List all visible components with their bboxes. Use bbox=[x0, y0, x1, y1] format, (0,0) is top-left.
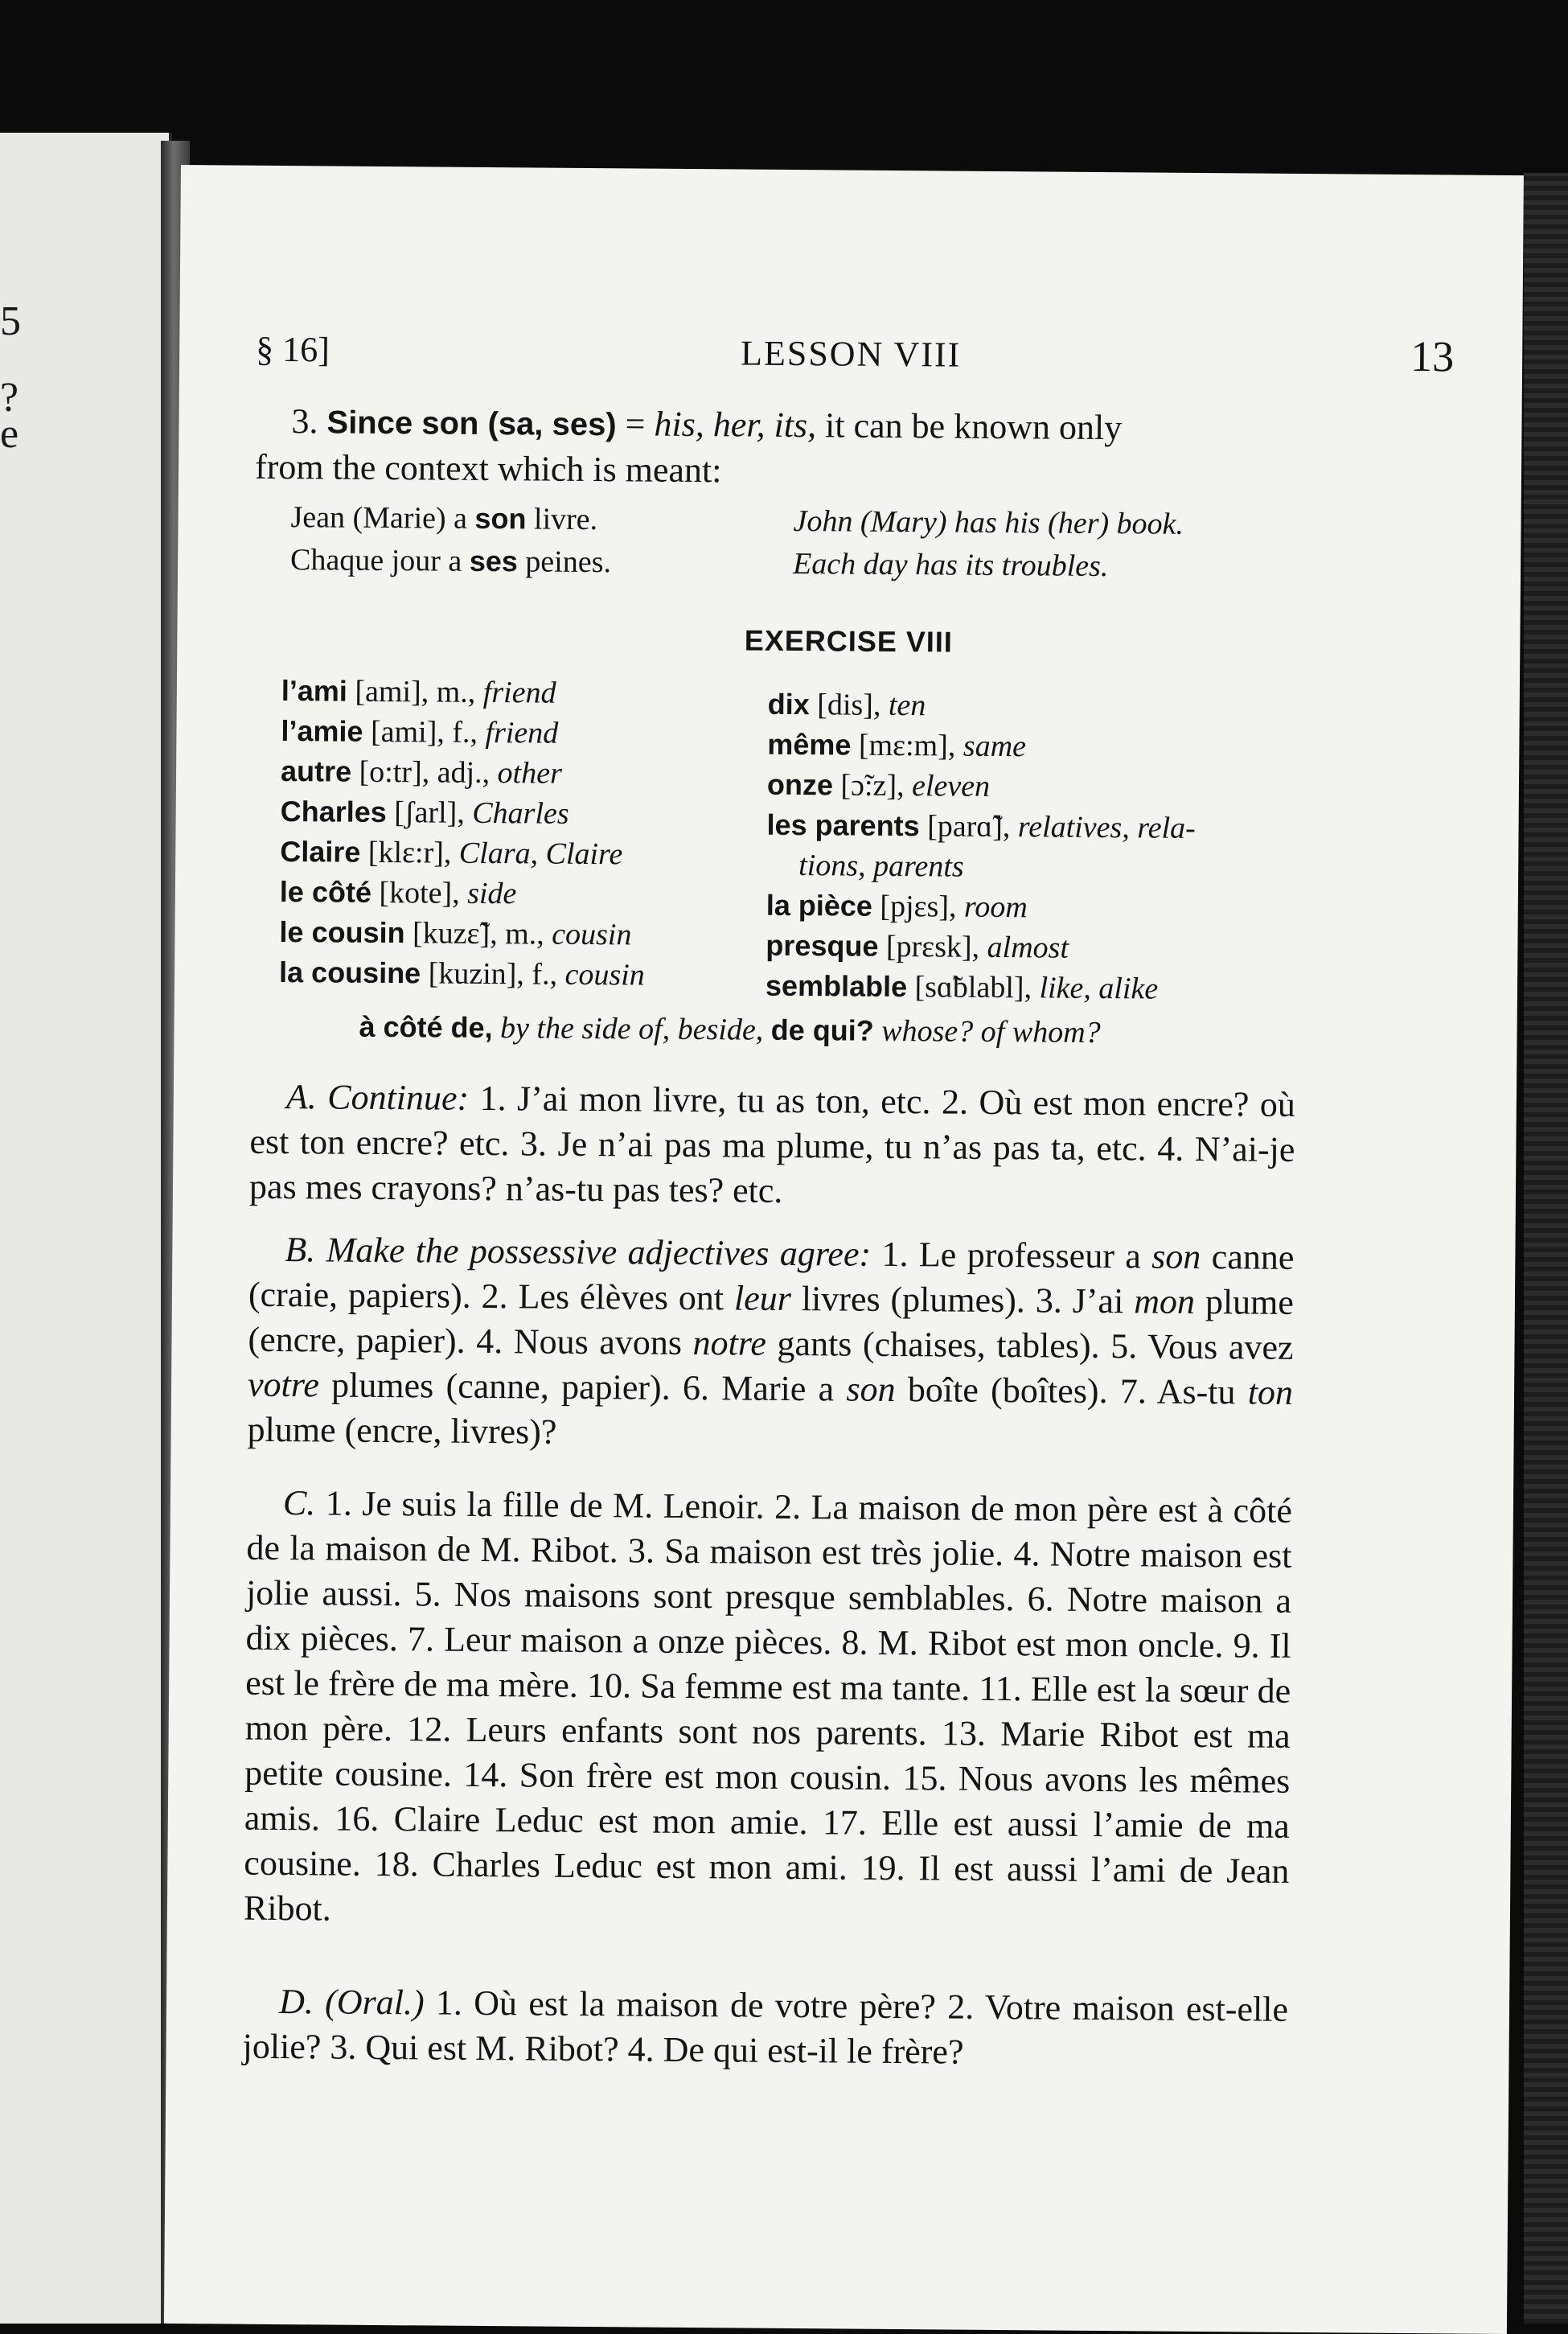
vocab-column-left bbox=[279, 671, 647, 996]
section-d: D. (Oral.) 1. Où est la maison de votre père? 2. Votre maison est-elle jolie? 3. Qui est M. Ribot? 4. De qui est-il le frère? bbox=[242, 1982, 1289, 2072]
page-number: 13 bbox=[1410, 332, 1455, 381]
exercise-heading: EXERCISE VIII bbox=[744, 623, 954, 659]
vocab-entry: onze [ɔ̃:z], eleven bbox=[766, 767, 991, 803]
vocab-entry: même [mɛ:m], same bbox=[767, 727, 1027, 764]
vocab-entry: les parents [parɑ̃], relatives, rela- bbox=[766, 807, 1196, 845]
vocab-entry: la pièce [pjɛs], room bbox=[766, 888, 1028, 925]
section-a: A. Continue: 1. J’ai mon livre, tu as ton, etc. 2. Où est mon encre? où est ton encre? etc. 3. Je n’ai pas ma plume, tu n’as pas ta, etc. 4. N’ai-je pas mes crayons? n’as-tu pas tes? etc. bbox=[248, 1077, 1296, 1210]
vocab-entry: la cousine [kuzin], f., cousin bbox=[278, 955, 645, 992]
lesson-title: LESSON VIII bbox=[740, 333, 962, 375]
section-ref: § 16] bbox=[256, 329, 330, 370]
example-en-1: John (Mary) has his (her) book. bbox=[793, 503, 1184, 541]
vocab-bottom-line: à côté de, by the side of, beside, de qui? whose? of whom? bbox=[359, 1009, 1101, 1050]
intro-paragraph: 3. Since son (sa, ses) = his, her, its, it can be known only from the context which is meant: bbox=[254, 401, 1123, 491]
facing-page-fragment: 5 bbox=[0, 298, 21, 344]
scan-edge-right bbox=[1524, 173, 1568, 2324]
vocab-entry: le cousin [kuzɛ̃], m., cousin bbox=[279, 914, 632, 952]
vocab-entry: Claire [klɛ:r], Clara, Claire bbox=[280, 834, 623, 872]
example-en-2: Each day has its troubles. bbox=[792, 546, 1109, 584]
example-fr-1: Jean (Marie) a son livre. bbox=[290, 500, 598, 537]
vocab-entry: le côté [kote], side bbox=[279, 874, 517, 911]
facing-page-fragment: e bbox=[0, 411, 19, 457]
example-fr-2: Chaque jour a ses peines. bbox=[289, 543, 612, 580]
section-b: B. Make the possessive adjectives agree: 1. Le professeur a son canne (craie, papiers). 2. Les élèves ont leur livres (plumes). 3. J’ai mon plume (encre, papier). 4. Nous avons notre gants (chaises, tables). 5. Vous avez votre plumes (canne, papier). 6. Marie a son boîte (boîtes). 7. As-tu ton plume (encre, livres)? bbox=[247, 1230, 1295, 1452]
facing-page-fragment: ? bbox=[0, 375, 19, 421]
vocab-entry: presque [prɛsk], almost bbox=[766, 928, 1069, 965]
vocab-entry: l’ami [ami], m., friend bbox=[281, 674, 556, 710]
vocab-entry: l’amie [ami], f., friend bbox=[281, 714, 559, 750]
vocab-entry: Charles [ʃarl], Charles bbox=[280, 794, 569, 831]
running-header bbox=[248, 323, 1455, 388]
vocab-entry: semblable [sɑ̃blabl], like, alike bbox=[765, 968, 1159, 1006]
vocab-entry: dix [dis], ten bbox=[767, 687, 926, 723]
vocab-entry: autre [o:tr], adj., other bbox=[280, 754, 563, 791]
vocab-column-right bbox=[766, 684, 1197, 1009]
book-page bbox=[164, 165, 1524, 2334]
facing-page-edge bbox=[0, 133, 172, 2324]
section-c: C. 1. Je suis la fille de M. Lenoir. 2. La maison de mon père est à côté de la maison de M. Ribot. 3. Sa maison est très jolie. 4. Notre maison est jolie aussi. 5. Nos maisons sont presque semblables. 6. Notre maison a dix pièces. 7. Leur maison a onze pièces. 8. M. Ribot est mon oncle. 9. Il est le frère de ma mère. 10. Sa femme est ma tante. 11. Elle est la sœur de mon père. 12. Leurs enfants sont nos parents. 13. Marie Ribot est ma petite cousine. 14. Son frère est mon cousin. 15. Nous avons les mêmes amis. 16. Claire Leduc est mon amie. 17. Elle est aussi l’amie de ma cousine. 18. Charles Leduc est mon ami. 19. Il est aussi l’ami de Jean Ribot. bbox=[243, 1483, 1293, 1929]
vocab-entry-continued: tions, parents bbox=[798, 849, 964, 884]
